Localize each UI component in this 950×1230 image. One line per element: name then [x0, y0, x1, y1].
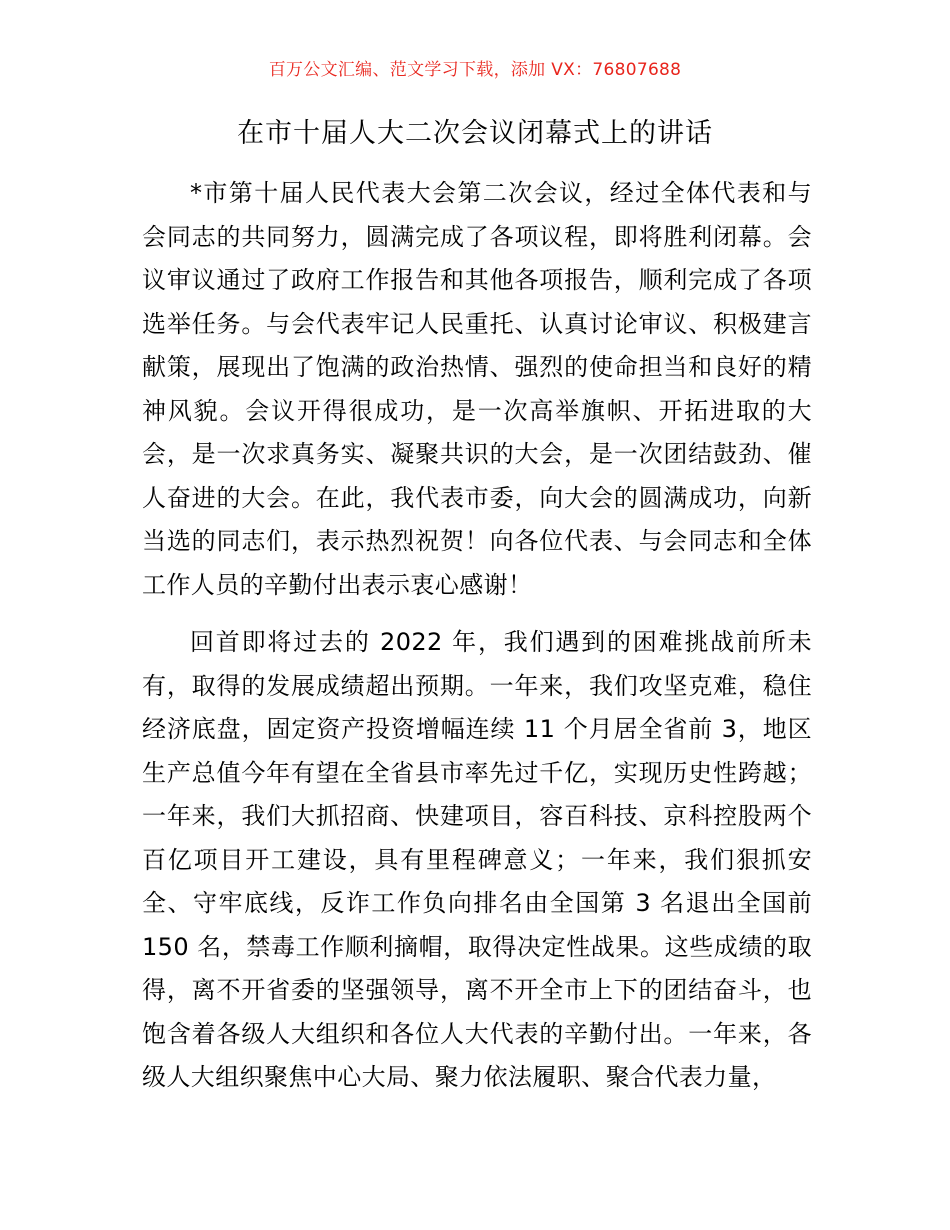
paragraph-opening: *市第十届人民代表大会第二次会议，经过全体代表和与会同志的共同努力，圆满完成了各项议程，即将胜利闭幕。会议审议通过了政府工作报告和其他各项报告，顺利完成了各项选举任务。与会代表牢记人民重托、认真讨论审议、积极建言献策，展现出了饱满的政治热情、强烈的使命担当和良好的精神风貌。会议开得很成功，是一次高举旗帜、开拓进取的大会，是一次求真务实、凝聚共识的大会，是一次团结鼓劲、催人奋进的大会。在此，我代表市委，向大会的圆满成功，向新当选的同志们，表示热烈祝贺！向各位代表、与会同志和全体工作人员的辛勤付出表示衷心感谢！: [142, 179, 812, 599]
header-promo-note: 百万公文汇编、范文学习下载，添加 VX：76807688: [268, 60, 682, 80]
document-title: 在市十届人大二次会议闭幕式上的讲话: [237, 118, 713, 149]
paragraph-review: 回首即将过去的 2022 年，我们遇到的困难挑战前所未有，取得的发展成绩超出预期。一年来，我们攻坚克难，稳住经济底盘，固定资产投资增幅连续 11 个月居全省前 3，地区生产总值今年有望在全省县市率先过千亿，实现历史性跨越；一年来，我们大抓招商、快建项目，容百科技、京科控股两个百亿项目开工建设，具有里程碑意义；一年来，我们狠抓安全、守牢底线，反诈工作负向排名由全国第 3 名退出全国前 150 名，禁毒工作顺利摘帽，取得决定性战果。这些成绩的取得，离不开省委的坚强领导，离不开全市上下的团结奋斗，也饱含着各级人大组织和各位人大代表的辛勤付出。一年来，各级人大组织聚焦中心大局、聚力依法履职、聚合代表力量，: [142, 628, 812, 1091]
document-body: [142, 172, 812, 1100]
